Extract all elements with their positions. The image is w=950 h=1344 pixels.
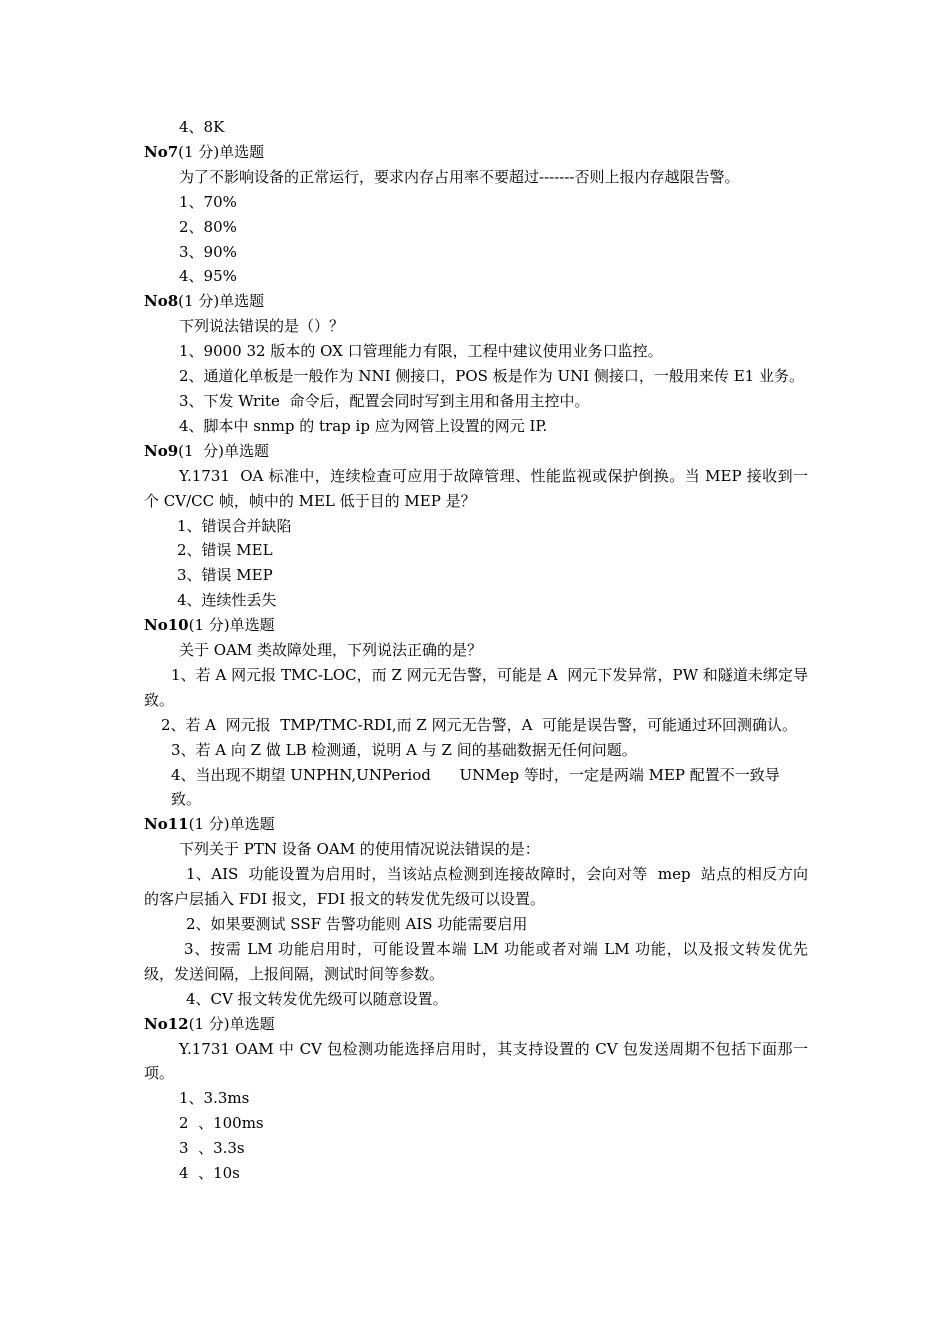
question-title-no7 (144, 140, 808, 165)
option: 1、AIS 功能设置为启用时，当该站点检测到连接故障时，会向对等 mep 站点的相反方向的客户层插入 FDI 报文，FDI 报文的转发优先级可以设置。 (144, 865, 808, 909)
question-meta: (1 分)单选题 (178, 441, 269, 460)
option: 4、95% (179, 267, 237, 286)
question-stem: 关于 OAM 类故障处理，下列说法正确的是？ (179, 641, 483, 660)
option: 4、CV 报文转发优先级可以随意设置。 (186, 989, 448, 1008)
option: 2、通道化单板是一般作为 NNI 侧接口，POS 板是作为 UNI 侧接口，一般用来传 E1 业务。 (179, 367, 804, 386)
question-meta: (1 分)单选题 (188, 616, 275, 635)
question-meta: (1 分)单选题 (178, 292, 265, 311)
question-number: No7 (144, 142, 179, 161)
option: 4、连续性丢失 (177, 591, 277, 610)
question-meta: (1 分)单选题 (178, 142, 265, 161)
question-title-no8 (144, 289, 808, 314)
option: 2、错误 MEL (177, 541, 273, 560)
question-title-no12 (144, 1012, 808, 1037)
option: 1、70% (179, 192, 237, 211)
question-title-no9 (144, 439, 808, 464)
option: 3、90% (179, 242, 237, 261)
option: 3、下发 Write 命令后，配置会同时写到主用和备用主控中。 (179, 391, 590, 410)
document-page (144, 115, 808, 1186)
question-stem: 下列说法错误的是（）？ (179, 317, 345, 336)
question-meta: (1 分)单选题 (188, 1014, 275, 1033)
option: 1、3.3ms (179, 1089, 250, 1108)
question-number: No11 (144, 815, 189, 834)
option: 3 、3.3s (179, 1139, 245, 1158)
question-stem: Y.1731 OA 标准中，连续检查可应用于故障管理、性能监视或保护倒换。当 MEP 接收到一个 CV/CC 帧，帧中的 MEL 低于目的 MEP 是？ (144, 466, 808, 510)
option: 3、若 A 向 Z 做 LB 检测通，说明 A 与 Z 间的基础数据无任何问题。 (171, 740, 637, 759)
option: 2、若 A 网元报 TMP/TMC-RDI,而 Z 网元无告警，A 可能是误告警，可能通过环回测确认。 (161, 715, 797, 734)
question-title-no10 (144, 613, 808, 638)
question-stem: Y.1731 OAM 中 CV 包检测功能选择启用时，其支持设置的 CV 包发送周期不包括下面那一项。 (144, 1039, 808, 1083)
option: 3、错误 MEP (177, 566, 273, 585)
option: 3、按需 LM 功能启用时，可能设置本端 LM 功能或者对端 LM 功能，以及报文转发优先级，发送间隔，上报间隔，测试时间等参数。 (144, 939, 808, 983)
option: 4、当出现不期望 UNPHN,UNPeriod UNMep 等时，一定是两端 MEP 配置不一致导致。 (171, 765, 780, 809)
question-stem: 下列关于 PTN 设备 OAM 的使用情况说法错误的是： (179, 840, 540, 859)
option: 1、若 A 网元报 TMC-LOC，而 Z 网元无告警，可能是 A 网元下发异常，PW 和隧道未绑定导致。 (144, 665, 808, 709)
question-stem: 为了不影响设备的正常运行，要求内存占用率不要超过-------否则上报内存越限告警。 (179, 167, 740, 186)
option: 2 、100ms (179, 1114, 264, 1133)
question-title-no11 (144, 812, 808, 837)
question-number: No8 (144, 292, 179, 311)
lead-option: 4、8K (179, 118, 225, 136)
question-number: No9 (144, 441, 179, 460)
option: 4、脚本中 snmp 的 trap ip 应为网管上设置的网元 IP. (179, 416, 548, 435)
question-number: No12 (144, 1014, 189, 1033)
question-meta: (1 分)单选题 (188, 815, 275, 834)
option: 2、如果要测试 SSF 告警功能则 AIS 功能需要启用 (186, 915, 528, 933)
question-number: No10 (144, 616, 189, 635)
option: 1、9000 32 版本的 OX 口管理能力有限，工程中建议使用业务口监控。 (179, 342, 663, 361)
option: 1、错误合并缺陷 (177, 516, 292, 535)
option: 2、80% (179, 217, 237, 236)
option: 4 、10s (179, 1164, 240, 1183)
